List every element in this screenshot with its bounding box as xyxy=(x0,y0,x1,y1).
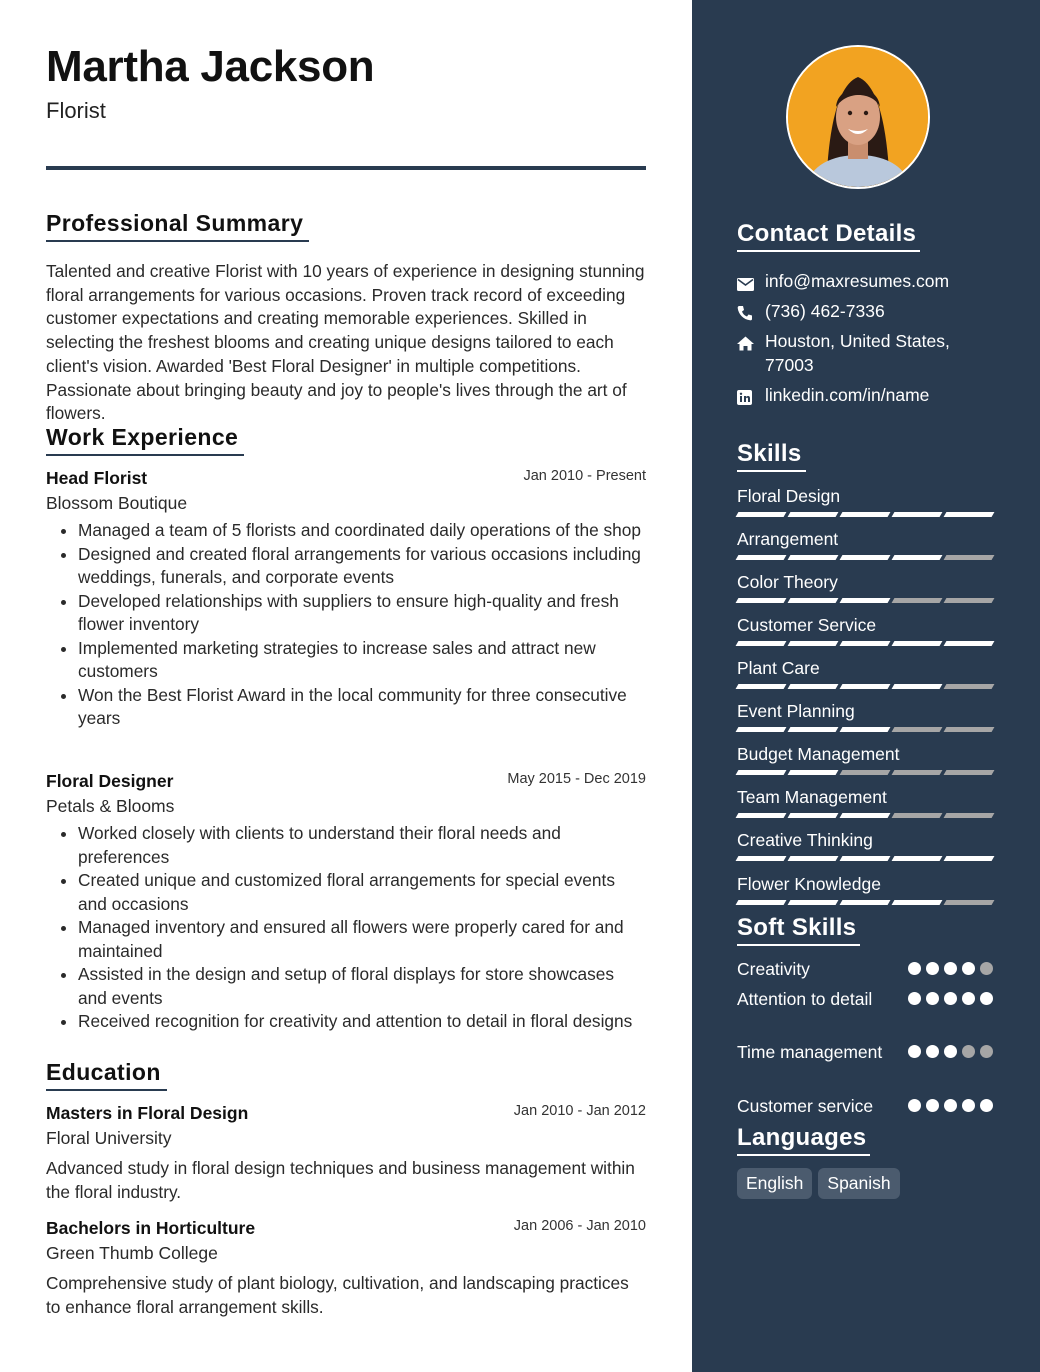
skill-level-segment xyxy=(944,900,995,905)
skill-item xyxy=(737,614,993,646)
skill-level-segment xyxy=(736,727,787,732)
contact-phone[interactable] xyxy=(737,299,997,327)
skill-level-segment xyxy=(892,856,943,861)
rating-dot xyxy=(944,1099,957,1112)
skill-level-segment xyxy=(736,900,787,905)
job-company: Petals & Blooms xyxy=(46,796,175,816)
soft-skills-heading: Soft Skills xyxy=(737,914,860,946)
soft-skill-item xyxy=(737,1095,993,1119)
languages-heading: Languages xyxy=(737,1124,870,1156)
skill-level-segment xyxy=(840,641,891,646)
skill-item xyxy=(737,485,993,517)
soft-skill-item xyxy=(737,988,993,1012)
skill-level-bar xyxy=(737,598,993,603)
skill-level-bar xyxy=(737,641,993,646)
job-title: Head Florist xyxy=(46,468,148,488)
rating-dot xyxy=(980,1045,993,1058)
rating-dot xyxy=(944,1045,957,1058)
education-description: Comprehensive study of plant biology, cultivation, and landscaping practices to enhance floral arrangement skills. xyxy=(46,1273,629,1317)
contact-email[interactable] xyxy=(737,269,997,297)
linkedin-icon xyxy=(737,383,765,411)
job-company: Blossom Boutique xyxy=(46,493,188,513)
school-name: Green Thumb College xyxy=(46,1243,218,1263)
skill-level-bar xyxy=(737,856,993,861)
skill-level-bar xyxy=(737,684,993,689)
skill-level-segment xyxy=(944,512,995,517)
soft-skill-name: Creativity xyxy=(737,959,810,979)
skill-level-segment xyxy=(944,727,995,732)
job-title: Floral Designer xyxy=(46,771,174,791)
job-bullet: • Designed and created floral arrangements for various occasions including weddings, funerals, and corporate events xyxy=(78,543,646,590)
skill-name: Budget Management xyxy=(737,744,900,764)
phone-icon xyxy=(737,299,765,327)
skill-level-segment xyxy=(840,512,891,517)
skill-level-segment xyxy=(892,641,943,646)
education-entry xyxy=(46,1103,646,1204)
job-bullet: • Managed a team of 5 florists and coordinated daily operations of the shop xyxy=(78,519,646,543)
skill-level-bar xyxy=(737,727,993,732)
skill-level-segment xyxy=(736,598,787,603)
skill-level-segment xyxy=(944,555,995,560)
soft-skill-rating xyxy=(908,1099,993,1112)
skill-item xyxy=(737,571,993,603)
skill-item xyxy=(737,829,993,861)
soft-skill-item xyxy=(737,1041,993,1065)
skill-item xyxy=(737,743,993,775)
rating-dot xyxy=(908,1099,921,1112)
job-entry xyxy=(46,468,646,731)
skill-name: Plant Care xyxy=(737,658,820,678)
skill-level-segment xyxy=(788,555,839,560)
job-bullet: • Implemented marketing strategies to increase sales and attract new customers xyxy=(78,637,646,684)
address-text: Houston, United States, 77003 xyxy=(765,331,950,375)
rating-dot xyxy=(908,1045,921,1058)
skill-name: Color Theory xyxy=(737,572,838,592)
candidate-name: Martha Jackson xyxy=(46,42,375,91)
rating-dot xyxy=(926,962,939,975)
skill-level-segment xyxy=(736,770,787,775)
skill-level-segment xyxy=(840,684,891,689)
skill-level-segment xyxy=(736,856,787,861)
soft-skill-name: Attention to detail xyxy=(737,989,873,1009)
job-bullet: • Worked closely with clients to understand their floral needs and preferences xyxy=(78,822,646,869)
rating-dot xyxy=(980,962,993,975)
soft-skill-rating xyxy=(908,1045,993,1058)
skill-level-segment xyxy=(840,727,891,732)
skill-level-segment xyxy=(788,900,839,905)
rating-dot xyxy=(926,1045,939,1058)
skill-level-segment xyxy=(736,555,787,560)
skill-level-bar xyxy=(737,770,993,775)
contact-heading: Contact Details xyxy=(737,220,920,252)
skill-level-segment xyxy=(788,684,839,689)
contact-address xyxy=(737,329,997,377)
experience-heading: Work Experience xyxy=(46,424,244,456)
envelope-icon xyxy=(737,269,765,297)
skill-name: Floral Design xyxy=(737,486,841,506)
education-description: Advanced study in floral design techniques and business management within the floral industry. xyxy=(46,1158,635,1202)
summary-heading: Professional Summary xyxy=(46,210,309,242)
skills-heading: Skills xyxy=(737,440,806,472)
skill-name: Event Planning xyxy=(737,701,855,721)
skill-level-segment xyxy=(944,856,995,861)
job-bullet: • Developed relationships with suppliers to ensure high-quality and fresh flower inventory xyxy=(78,590,646,637)
skill-level-segment xyxy=(788,813,839,818)
skill-item xyxy=(737,700,993,732)
home-icon xyxy=(737,329,765,357)
skill-level-bar xyxy=(737,555,993,560)
skill-level-bar xyxy=(737,813,993,818)
skill-level-segment xyxy=(788,512,839,517)
skill-level-segment xyxy=(892,813,943,818)
languages-list xyxy=(737,1168,900,1199)
skill-level-segment xyxy=(840,598,891,603)
job-bullets xyxy=(46,822,646,1034)
skill-level-segment xyxy=(892,900,943,905)
rating-dot xyxy=(962,1099,975,1112)
skill-level-segment xyxy=(944,770,995,775)
contact-linkedin[interactable] xyxy=(737,383,997,411)
skill-level-segment xyxy=(736,512,787,517)
linkedin-text: linkedin.com/in/name xyxy=(765,385,930,405)
email-text: info@maxresumes.com xyxy=(765,271,950,291)
job-bullet: • Won the Best Florist Award in the local community for three consecutive years xyxy=(78,684,646,731)
degree-title: Bachelors in Horticulture xyxy=(46,1218,256,1238)
skill-level-segment xyxy=(736,684,787,689)
skill-level-segment xyxy=(788,598,839,603)
skill-level-bar xyxy=(737,512,993,517)
language-badge: English xyxy=(737,1168,812,1199)
language-badge: Spanish xyxy=(818,1168,899,1199)
job-bullet: • Managed inventory and ensured all flowers were properly cared for and maintained xyxy=(78,916,646,963)
skill-name: Team Management xyxy=(737,787,887,807)
rating-dot xyxy=(962,1045,975,1058)
skill-level-segment xyxy=(892,555,943,560)
job-bullet: • Created unique and customized floral arrangements for special events and occasions xyxy=(78,869,646,916)
education-entry xyxy=(46,1218,646,1319)
soft-skill-rating xyxy=(908,962,993,975)
skill-item xyxy=(737,528,993,560)
candidate-role: Florist xyxy=(46,98,106,123)
rating-dot xyxy=(908,962,921,975)
rating-dot xyxy=(908,992,921,1005)
job-dates: May 2015 - Dec 2019 xyxy=(507,771,646,787)
degree-title: Masters in Floral Design xyxy=(46,1103,249,1123)
skill-level-segment xyxy=(944,684,995,689)
skill-level-segment xyxy=(944,813,995,818)
rating-dot xyxy=(962,962,975,975)
soft-skill-name: Time management xyxy=(737,1042,883,1062)
rating-dot xyxy=(944,992,957,1005)
rating-dot xyxy=(926,992,939,1005)
avatar xyxy=(786,45,930,189)
skill-level-segment xyxy=(944,598,995,603)
job-entry xyxy=(46,771,646,1034)
header-divider xyxy=(46,166,646,170)
skill-level-segment xyxy=(840,555,891,560)
skill-item xyxy=(737,786,993,818)
rating-dot xyxy=(980,1099,993,1112)
education-dates: Jan 2010 - Jan 2012 xyxy=(513,1103,646,1119)
skill-level-segment xyxy=(944,641,995,646)
job-bullet: • Assisted in the design and setup of floral displays for store showcases and events xyxy=(78,963,646,1010)
skill-name: Customer Service xyxy=(737,615,877,635)
skill-name: Arrangement xyxy=(737,529,839,549)
skill-level-segment xyxy=(840,900,891,905)
skill-level-segment xyxy=(736,813,787,818)
skill-level-segment xyxy=(840,813,891,818)
skill-level-segment xyxy=(892,598,943,603)
summary-text: Talented and creative Florist with 10 years of experience in designing stunning floral arrangements for various occasions. Proven track record of exceeding customer expectations and creating memorable experiences. Skilled in selecting the freshest blooms and creating unique designs tailored to each client's vision. Awarded 'Best Floral Designer' in multiple competitions. Passionate about bringing beauty and joy to people's lives through the art of flowers. xyxy=(46,261,645,424)
skill-level-bar xyxy=(737,900,993,905)
skill-name: Creative Thinking xyxy=(737,830,873,850)
skill-item xyxy=(737,657,993,689)
skill-level-segment xyxy=(788,727,839,732)
education-dates: Jan 2006 - Jan 2010 xyxy=(513,1218,646,1234)
skill-level-segment xyxy=(788,641,839,646)
rating-dot xyxy=(926,1099,939,1112)
skill-level-segment xyxy=(788,856,839,861)
skill-level-segment xyxy=(840,856,891,861)
rating-dot xyxy=(980,992,993,1005)
job-dates: Jan 2010 - Present xyxy=(523,468,646,484)
rating-dot xyxy=(944,962,957,975)
skill-name: Flower Knowledge xyxy=(737,874,881,894)
soft-skill-item xyxy=(737,958,993,982)
skill-level-segment xyxy=(788,770,839,775)
job-bullet: • Received recognition for creativity and attention to detail in floral designs xyxy=(78,1010,646,1034)
school-name: Floral University xyxy=(46,1128,172,1148)
job-bullets xyxy=(46,519,646,731)
soft-skill-rating xyxy=(908,992,993,1005)
skill-level-segment xyxy=(840,770,891,775)
skill-level-segment xyxy=(892,727,943,732)
skill-level-segment xyxy=(892,684,943,689)
skill-level-segment xyxy=(892,512,943,517)
rating-dot xyxy=(962,992,975,1005)
skill-level-segment xyxy=(892,770,943,775)
skill-item xyxy=(737,873,993,905)
skill-level-segment xyxy=(736,641,787,646)
education-heading: Education xyxy=(46,1059,167,1091)
soft-skill-name: Customer service xyxy=(737,1096,874,1116)
phone-text: (736) 462-7336 xyxy=(765,301,885,321)
